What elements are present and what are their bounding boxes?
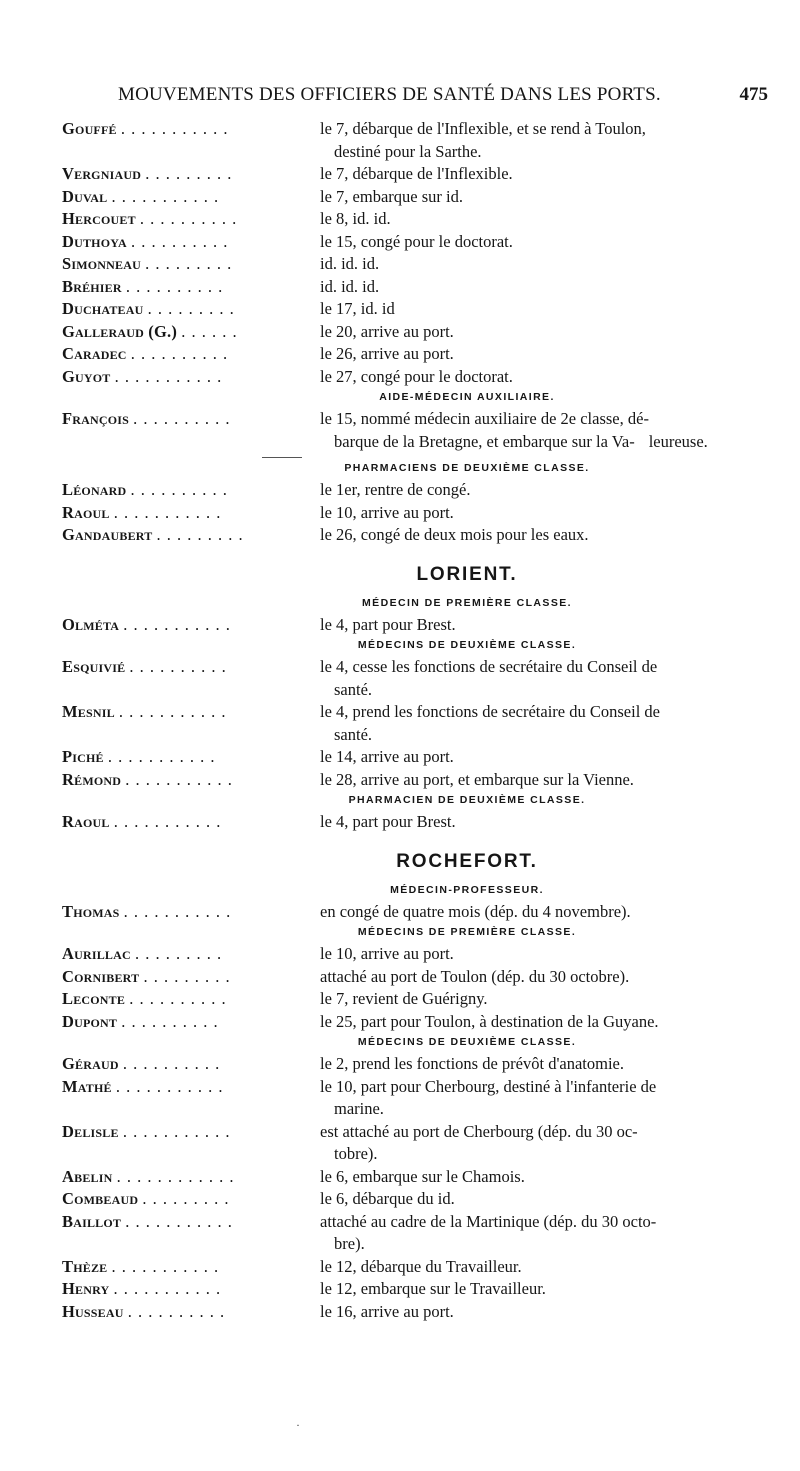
entry-text: le 15, congé pour le doctorat. <box>320 231 513 251</box>
entries-block-rochefort-prof <box>62 901 782 924</box>
page-number: 475 <box>739 84 768 105</box>
entry-name-column <box>62 614 320 637</box>
entry-text-column <box>320 479 775 502</box>
section-heading-medecins-2e-rochefort: MÉDECINS DE DEUXIÈME CLASSE. <box>357 1036 577 1048</box>
entry-row <box>62 276 782 299</box>
entry-text-continuation: marine. <box>334 1099 384 1118</box>
section-heading-pharmaciens: PHARMACIENS DE DEUXIÈME CLASSE. <box>344 462 590 474</box>
entry-row <box>62 614 782 637</box>
officer-name: Dupont <box>62 1011 118 1031</box>
leader-dots: . . . . . . . . . . . <box>115 1076 224 1096</box>
entry-text: le 7, embarque sur id. <box>320 186 463 206</box>
entry-row <box>62 746 782 769</box>
entry-text: le 7, débarque de l'Inflexible. <box>320 164 513 183</box>
section-heading-medecins-1re: MÉDECINS DE PREMIÈRE CLASSE. <box>357 926 577 938</box>
entry-text: le 25, part pour Toulon, à destination de la Guyane. <box>320 1011 659 1031</box>
officer-name: François <box>62 409 130 428</box>
entry-text-continuation: barque de la Bretagne, et embarque sur la Va- <box>334 431 635 451</box>
entry-row <box>62 1211 782 1256</box>
entry-name-column <box>62 1301 320 1324</box>
officer-name: Esquivié <box>62 657 126 676</box>
entry-text-column <box>320 524 775 547</box>
officer-name: Olméta <box>62 614 120 634</box>
officer-name: Duval <box>62 186 108 206</box>
officer-name: Thèze <box>62 1256 108 1276</box>
entry-row <box>62 811 782 834</box>
stray-mark: · <box>296 1418 300 1432</box>
entry-row <box>62 253 782 276</box>
entry-text: le 6, débarque du id. <box>320 1189 455 1208</box>
officer-name: Abelin <box>62 1166 113 1186</box>
entry-row <box>62 1011 782 1034</box>
officer-name: Vergniaud <box>62 164 142 183</box>
entry-text-column <box>320 1301 775 1324</box>
entry-text-column <box>320 276 775 299</box>
leader-dots: . . . . . . <box>181 321 238 341</box>
entry-name-column <box>62 163 320 186</box>
entry-text-column <box>320 163 775 186</box>
entries-block-lorient-med1 <box>62 614 782 637</box>
officer-name: Duthoya <box>62 231 127 251</box>
leader-dots: . . . . . . . . . . <box>139 209 238 228</box>
entry-row <box>62 943 782 966</box>
section-heading-aide-medecin: AIDE-MÉDECIN AUXILIAIRE. <box>379 391 555 403</box>
entry-text: le 12, embarque sur le Travailleur. <box>320 1279 546 1298</box>
leader-dots: . . . . . . . . . . <box>130 480 228 499</box>
officer-name: Cornibert <box>62 966 140 986</box>
entry-text-column <box>320 746 775 769</box>
entry-name-column <box>62 1011 320 1034</box>
entry-name-column <box>62 408 320 431</box>
officer-name: Rémond <box>62 769 122 789</box>
entry-text-continuation: bre). <box>334 1234 365 1253</box>
entry-name-column <box>62 1188 320 1211</box>
entry-row <box>62 408 782 453</box>
leader-dots: . . . . . . . . . . . <box>114 366 223 386</box>
entries-block-pharmaciens <box>62 479 782 547</box>
entry-text: le 4, cesse les fonctions de secrétaire du Conseil de <box>320 657 658 676</box>
entry-name-column <box>62 208 320 231</box>
entry-name-column <box>62 502 320 525</box>
officer-name: Thomas <box>62 901 120 921</box>
entry-text: attaché au port de Toulon (dép. du 30 octobre). <box>320 966 630 986</box>
entries-block-rochefort-med1 <box>62 943 782 1033</box>
entry-text: le 12, débarque du Travailleur. <box>320 1256 522 1276</box>
entry-text-column <box>320 1011 775 1034</box>
leader-dots: . . . . . . . . . . . <box>125 769 233 789</box>
leader-dots: . . . . . . . . . . <box>133 409 231 428</box>
section-heading-pharmacien-2e: PHARMACIEN DE DEUXIÈME CLASSE. <box>348 794 586 806</box>
entry-name-column <box>62 811 320 834</box>
entry-row <box>62 1121 782 1166</box>
leader-dots: . . . . . . . . . . . . <box>116 1166 235 1186</box>
entry-text-column <box>320 1053 775 1076</box>
entry-name-column <box>62 186 320 209</box>
entry-name-column <box>62 769 320 792</box>
entry-text: le 10, part pour Cherbourg, destiné à l'infanterie de <box>320 1076 657 1096</box>
leader-dots: . . . . . . . . . <box>143 966 231 986</box>
leader-dots: . . . . . . . . . <box>142 1189 230 1208</box>
entry-name-column <box>62 901 320 924</box>
entry-row <box>62 1256 782 1279</box>
entry-text-column <box>320 769 775 792</box>
entry-text: le 7, revient de Guérigny. <box>320 989 488 1008</box>
entry-text-column <box>320 943 775 966</box>
entry-name-column <box>62 479 320 502</box>
entry-text: le 14, arrive au port. <box>320 747 454 766</box>
port-heading-lorient: LORIENT. <box>416 563 518 585</box>
entry-text: le 10, arrive au port. <box>320 502 454 522</box>
leader-dots: . . . . . . . . . . . <box>113 502 222 522</box>
entry-row <box>62 901 782 924</box>
entry-text-column <box>320 366 775 389</box>
entry-row <box>62 966 782 989</box>
entry-text-column <box>320 966 775 989</box>
entry-name-column <box>62 1256 320 1279</box>
entry-name-column <box>62 1076 320 1099</box>
leader-dots: . . . . . . . . . <box>134 944 223 963</box>
entry-row <box>62 1166 782 1189</box>
entry-name-column <box>62 1211 320 1234</box>
entries-block-rochefort-med2 <box>62 1053 782 1323</box>
officer-name: Raoul <box>62 502 110 522</box>
leader-dots: . . . . . . . . . <box>145 254 233 273</box>
entry-text: le 20, arrive au port. <box>320 321 454 341</box>
entry-name-column <box>62 231 320 254</box>
section-heading-medecin-1re: MÉDECIN DE PREMIÈRE CLASSE. <box>362 596 572 609</box>
officer-name: Simonneau <box>62 254 141 273</box>
entry-row <box>62 231 782 254</box>
leader-dots: . . . . . . . . . . . <box>107 747 216 766</box>
running-header <box>118 84 768 110</box>
entry-text: le 26, arrive au port. <box>320 344 454 363</box>
entry-text: le 1er, rentre de congé. <box>320 480 471 499</box>
entry-row <box>62 656 782 701</box>
entry-row <box>62 524 782 547</box>
entry-name-column <box>62 1121 320 1144</box>
entry-row <box>62 1053 782 1076</box>
entry-text-column <box>320 614 775 637</box>
section-heading-medecins-2e: MÉDECINS DE DEUXIÈME CLASSE. <box>357 639 577 651</box>
entry-text: le 6, embarque sur le Chamois. <box>320 1166 525 1186</box>
entry-text-column <box>320 1188 775 1211</box>
entry-row <box>62 118 782 163</box>
entries-block-lorient-med2 <box>62 656 782 791</box>
officer-name: Raoul <box>62 812 110 831</box>
entry-text: le 4, part pour Brest. <box>320 812 456 831</box>
entry-text-column <box>320 1121 775 1166</box>
officer-name: Combeaud <box>62 1189 139 1208</box>
leader-dots: . . . . . . . . . . . <box>113 1279 222 1298</box>
entry-row <box>62 343 782 366</box>
officer-name: Aurillac <box>62 944 131 963</box>
entry-text-column <box>320 253 775 276</box>
entries-block-aide-medecin <box>62 408 782 453</box>
officer-name: Delisle <box>62 1121 119 1141</box>
officer-name: Henry <box>62 1279 110 1298</box>
entry-text: id. id. id. <box>320 254 380 273</box>
officer-name: Galleraud (G.) <box>62 321 178 341</box>
officer-name: Baillot <box>62 1211 122 1231</box>
entry-text-column <box>320 231 775 254</box>
leader-dots: . . . . . . . . . . <box>122 1054 221 1073</box>
entry-row <box>62 1301 782 1324</box>
entry-text: le 17, id. id <box>320 299 395 318</box>
entry-name-column <box>62 343 320 366</box>
entry-text-column <box>320 186 775 209</box>
entry-row <box>62 366 782 389</box>
entry-text-column <box>320 408 775 453</box>
entry-text: le 15, nommé médecin auxiliaire de 2e classe, dé- <box>320 409 649 428</box>
entry-text-column <box>320 901 775 924</box>
entry-name-column <box>62 366 320 389</box>
header-title: MOUVEMENTS DES OFFICIERS DE SANTÉ DANS LES PORTS. <box>118 84 661 105</box>
entry-text: le 4, part pour Brest. <box>320 614 456 634</box>
leader-dots: . . . . . . . . . . <box>129 989 227 1008</box>
entry-text: id. id. id. <box>320 276 380 296</box>
entry-text: attaché au cadre de la Martinique (dép. du 30 octo- <box>320 1211 657 1231</box>
entry-text-continuation: destiné pour la Sarthe. <box>334 141 482 161</box>
entry-text-continuation: santé. <box>334 724 373 744</box>
leader-dots: . . . . . . . . . . <box>127 1301 226 1321</box>
entry-name-column <box>62 943 320 966</box>
officer-name: Leconte <box>62 989 126 1008</box>
entry-text-column <box>320 343 775 366</box>
entry-row <box>62 186 782 209</box>
entry-text-column <box>320 208 775 231</box>
entry-row <box>62 321 782 344</box>
entry-text-column <box>320 988 775 1011</box>
leader-dots: . . . . . . . . . . . <box>122 1121 231 1141</box>
leader-dots: . . . . . . . . . . <box>130 344 229 363</box>
entry-name-column <box>62 1166 320 1189</box>
entry-row <box>62 298 782 321</box>
entry-text: le 27, congé pour le doctorat. <box>320 366 513 386</box>
entry-text: le 8, id. id. <box>320 209 391 228</box>
entry-text: est attaché au port de Cherbourg (dép. du 30 oc- <box>320 1121 638 1141</box>
entry-text-column <box>320 656 775 701</box>
port-heading-rochefort: ROCHEFORT. <box>396 850 538 872</box>
entry-text-column <box>320 1211 775 1256</box>
entry-name-column <box>62 966 320 989</box>
entry-name-column <box>62 746 320 769</box>
leader-dots: . . . . . . . . . <box>145 164 233 183</box>
leader-dots: . . . . . . . . . . . <box>120 119 229 138</box>
entry-row <box>62 1076 782 1121</box>
entry-text-column <box>320 298 775 321</box>
entry-text-column <box>320 811 775 834</box>
entry-text: en congé de quatre mois (dép. du 4 novembre). <box>320 901 631 921</box>
officer-name: Mesnil <box>62 702 115 721</box>
entry-text-column <box>320 1278 775 1301</box>
entry-text-continuation: leureuse. <box>648 431 708 451</box>
entry-row <box>62 701 782 746</box>
entry-name-column <box>62 276 320 299</box>
entry-text: le 28, arrive au port, et embarque sur la Vienne. <box>320 769 634 789</box>
leader-dots: . . . . . . . . . . <box>129 657 227 676</box>
entry-text-column <box>320 1076 775 1121</box>
entry-name-column <box>62 298 320 321</box>
entry-row <box>62 163 782 186</box>
entry-text-column <box>320 502 775 525</box>
leader-dots: . . . . . . . . . . . <box>123 614 231 634</box>
leader-dots: . . . . . . . . . . . <box>123 901 232 921</box>
officer-name: Léonard <box>62 480 127 499</box>
officer-name: Bréhier <box>62 276 122 296</box>
entry-text: le 26, congé de deux mois pour les eaux. <box>320 525 589 544</box>
entry-text: le 10, arrive au port. <box>320 944 454 963</box>
leader-dots: . . . . . . . . . <box>147 299 235 318</box>
entry-name-column <box>62 656 320 679</box>
entries-list <box>62 118 782 1323</box>
entry-text: le 16, arrive au port. <box>320 1301 454 1321</box>
leader-dots: . . . . . . . . . . . <box>113 812 222 831</box>
officer-name: Gandaubert <box>62 525 153 544</box>
entry-row <box>62 1278 782 1301</box>
entry-name-column <box>62 701 320 724</box>
entry-text: le 2, prend les fonctions de prévôt d'anatomie. <box>320 1054 625 1073</box>
entry-text: le 7, débarque de l'Inflexible, et se rend à Toulon, <box>320 119 646 138</box>
entry-text-column <box>320 118 775 163</box>
entry-name-column <box>62 253 320 276</box>
entry-row <box>62 769 782 792</box>
entry-name-column <box>62 1278 320 1301</box>
section-heading-professeur: MÉDECIN-PROFESSEUR. <box>390 883 544 896</box>
leader-dots: . . . . . . . . . . . <box>111 1256 220 1276</box>
entry-name-column <box>62 118 320 141</box>
leader-dots: . . . . . . . . . . <box>125 276 224 296</box>
officer-name: Duchateau <box>62 299 144 318</box>
leader-dots: . . . . . . . . . . . <box>111 186 220 206</box>
entry-row <box>62 208 782 231</box>
entry-row <box>62 502 782 525</box>
entry-row <box>62 1188 782 1211</box>
entry-text-column <box>320 701 775 746</box>
officer-name: Piché <box>62 747 104 766</box>
leader-dots: . . . . . . . . . <box>156 525 244 544</box>
entry-name-column <box>62 321 320 344</box>
entry-text-column <box>320 321 775 344</box>
entry-text-column <box>320 1166 775 1189</box>
entry-name-column <box>62 524 320 547</box>
entry-row <box>62 988 782 1011</box>
entry-name-column <box>62 1053 320 1076</box>
leader-dots: . . . . . . . . . . . <box>125 1211 233 1231</box>
entry-name-column <box>62 988 320 1011</box>
entry-text-continuation: santé. <box>334 679 373 699</box>
officer-name: Géraud <box>62 1054 119 1073</box>
entries-block-lorient-pharm <box>62 811 782 834</box>
leader-dots: . . . . . . . . . . . <box>118 702 227 721</box>
entry-text: le 4, prend les fonctions de secrétaire du Conseil de <box>320 702 660 721</box>
officer-name: Guyot <box>62 366 111 386</box>
officer-name: Hercouet <box>62 209 136 228</box>
entry-row <box>62 479 782 502</box>
entry-text-continuation: tobre). <box>334 1144 378 1163</box>
officer-name: Gouffé <box>62 119 117 138</box>
officer-name: Mathé <box>62 1076 112 1096</box>
officer-name: Caradec <box>62 344 127 363</box>
entries-block-brest-officers <box>62 118 782 388</box>
officer-name: Husseau <box>62 1301 124 1321</box>
leader-dots: . . . . . . . . . . <box>121 1011 219 1031</box>
leader-dots: . . . . . . . . . . <box>131 231 229 251</box>
separator-rule <box>262 457 302 458</box>
entry-text-column <box>320 1256 775 1279</box>
